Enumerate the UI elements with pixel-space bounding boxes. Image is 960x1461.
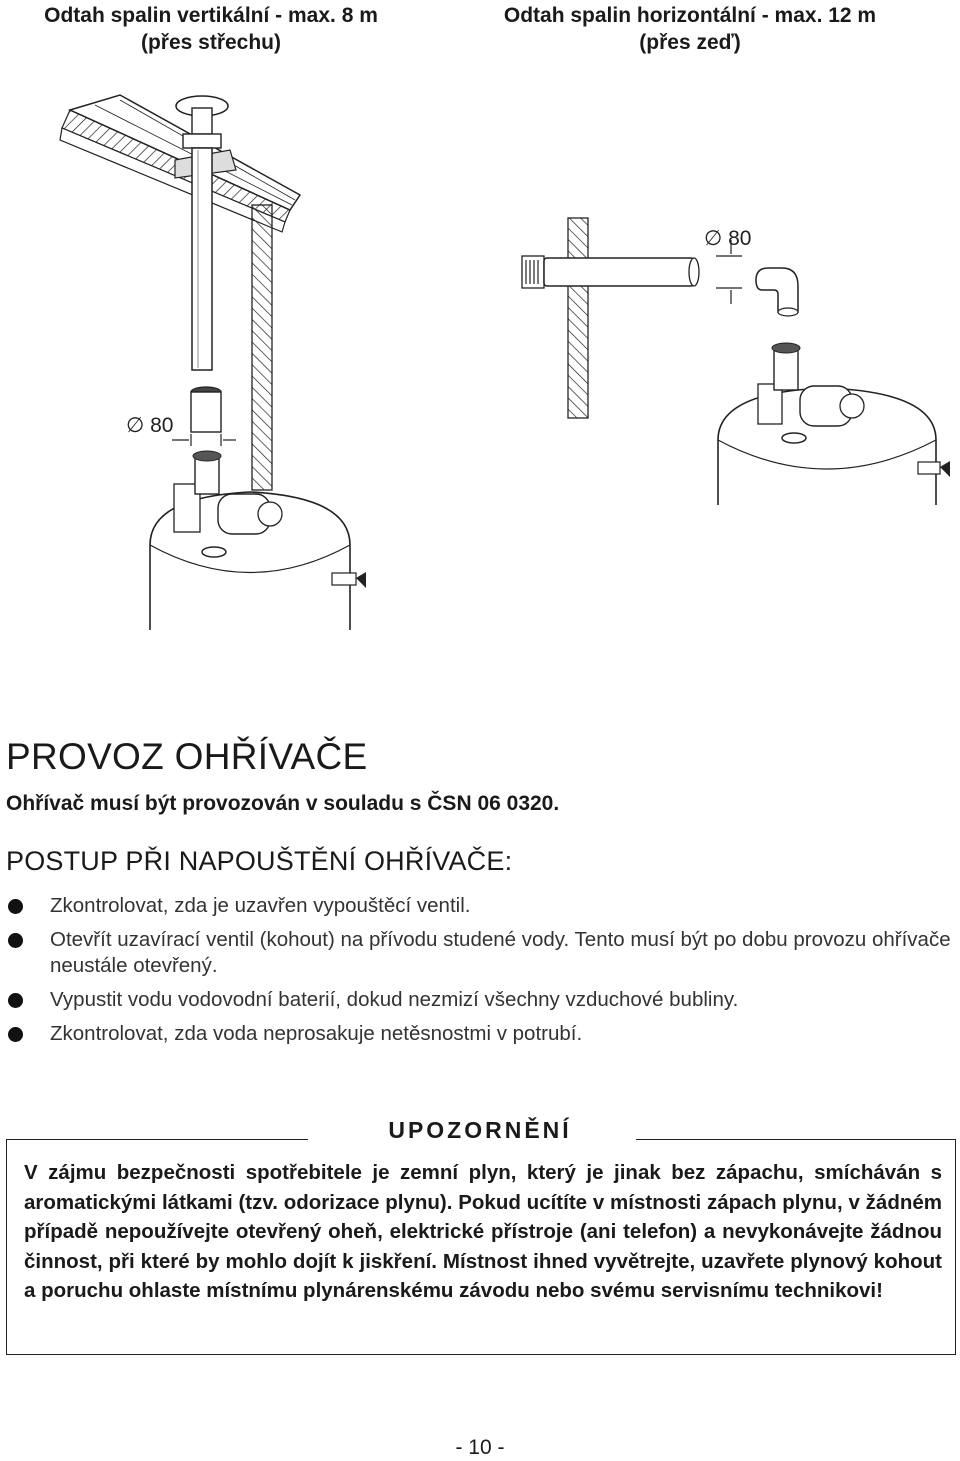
procedure-steps — [0, 893, 960, 1055]
diameter-label-horizontal: ∅ 80 — [704, 227, 752, 250]
procedure-step — [0, 987, 960, 1013]
step-text: Vypustit vodu vodovodní baterií, dokud nezmizí všechny vzduchové bubliny. — [50, 988, 739, 1011]
horizontal-flue-drawing — [522, 218, 950, 505]
diameter-mark-vertical — [172, 434, 236, 446]
bullet-icon — [8, 1027, 23, 1042]
step-text: Zkontrolovat, zda je uzavřen vypouštěcí ventil. — [50, 894, 471, 917]
flue-installation-illustration — [0, 60, 960, 660]
warning-title: UPOZORNĚNÍ — [388, 1117, 572, 1143]
vertical-flue-pipe — [192, 148, 212, 370]
bullet-icon — [8, 993, 23, 1008]
bullet-icon — [8, 899, 23, 914]
vertical-flue-drawing — [60, 95, 366, 630]
bullet-icon — [8, 933, 23, 948]
section-title: PROVOZ OHŘÍVAČE — [6, 736, 368, 777]
horizontal-flue-heading — [470, 2, 910, 56]
flue-adapter — [191, 387, 221, 432]
horizontal-flue-heading-line2: (přes zeď) — [639, 31, 741, 54]
step-text: Otevřít uzavírací ventil (kohout) na přívodu studené vody. Tento musí být po dobu provozu ohřívače neustále otevřený. — [50, 928, 951, 977]
horizontal-flue-pipe — [544, 258, 699, 286]
wall-left — [252, 205, 272, 490]
procedure-step — [0, 927, 960, 979]
procedure-title: POSTUP PŘI NAPOUŠTĚNÍ OHŘÍVAČE: — [6, 846, 513, 876]
elbow-fitting — [756, 268, 798, 316]
vertical-flue-heading-line1: Odtah spalin vertikální - max. 8 m — [44, 4, 378, 27]
procedure-step — [0, 893, 960, 919]
wall-terminal — [522, 256, 544, 288]
section-subtitle: Ohřívač musí být provozován v souladu s ČSN 06 0320. — [6, 792, 560, 815]
wall-right — [568, 218, 588, 418]
step-text: Zkontrolovat, zda voda neprosakuje netěsnostmi v potrubí. — [50, 1022, 583, 1045]
horizontal-flue-heading-line1: Odtah spalin horizontální - max. 12 m — [503, 4, 877, 27]
vertical-flue-heading-line2: (přes střechu) — [140, 31, 282, 54]
vertical-flue-heading — [6, 2, 416, 56]
warning-text: V zájmu bezpečnosti spotřebitele je zemní plyn, který je jinak bez zápachu, smícháván s aromatickými látkami (tzv. odorizace plynu). Pokud ucítíte v místnosti zápach plynu, v žádném případě nepoužívejte otevřený oheň, elektrické přístroje (ani telefon) a nevykonávejte žádnou činnost, při které by mohlo dojít k jiskření. Místnost ihned vyvětrejte, uzavřete plynový kohout a poruchu ohlaste místnímu plynárenskému závodu nebo svému servisnímu technikovi! — [24, 1161, 942, 1302]
water-heater-right — [718, 343, 950, 505]
diameter-label-vertical: ∅ 80 — [126, 414, 174, 437]
procedure-step — [0, 1021, 960, 1047]
page-number: - 10 - — [455, 1436, 505, 1459]
